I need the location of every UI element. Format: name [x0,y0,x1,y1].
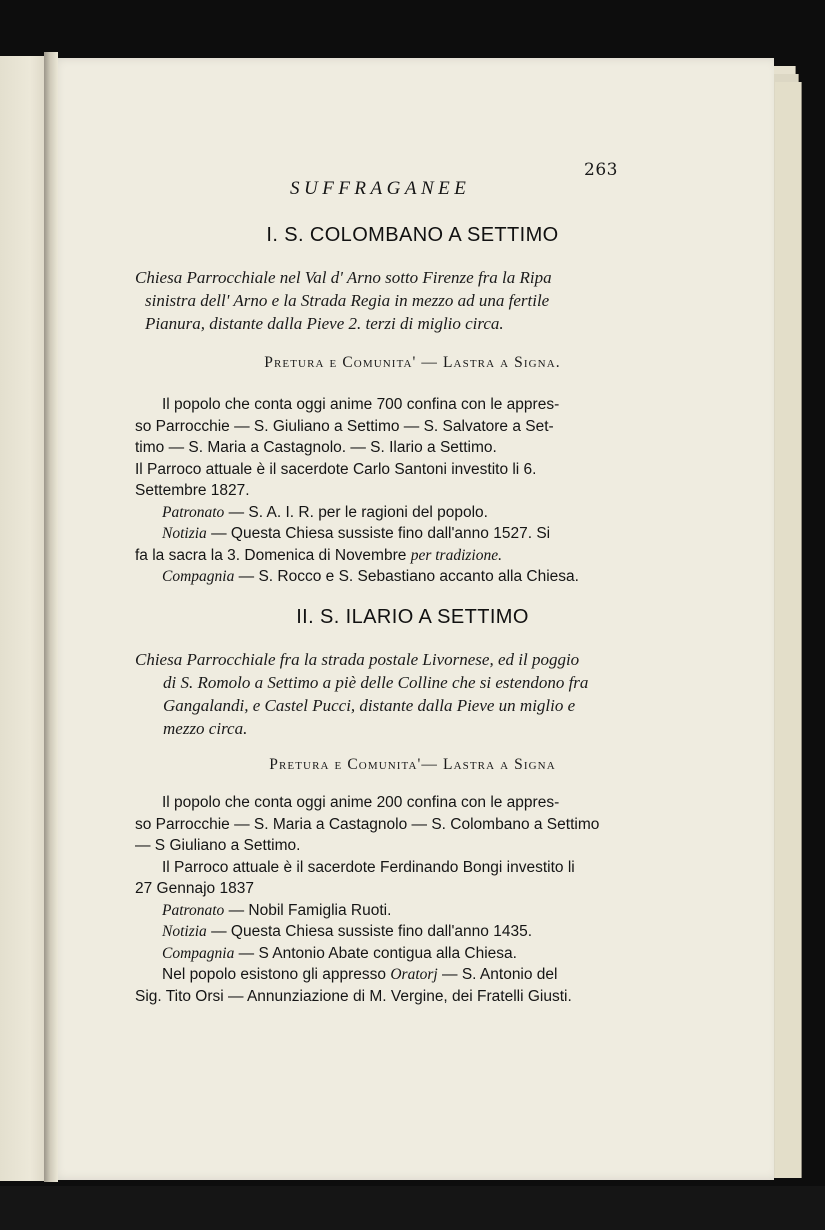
entry-text: — Nobil Famiglia Ruoti. [228,901,392,919]
patronato-line [135,900,635,922]
entry-label: Notizia [162,525,207,542]
body-line: Il Parroco attuale è il sacerdote Carlo Santoni investito li 6. [135,460,537,478]
entry-label: Compagnia [162,568,235,585]
section-body [135,792,635,1007]
entry-label: Patronato [162,901,225,919]
section-description [135,648,640,740]
section-title: I. S. COLOMBANO A SETTIMO [266,224,559,246]
body-line: Il popolo che conta oggi anime 700 confina con le appres- [162,396,560,413]
description-line: Pianura, distante dalla Pieve 2. terzi di miglio circa. [145,314,504,333]
notizia-line [135,523,635,545]
oratori-line [135,964,635,986]
section-description [135,266,640,335]
oratori-line-2: Sig. Tito Orsi — Annunziazione di M. Vergine, dei Fratelli Giusti. [135,987,572,1005]
body-line: so Parrocchie — S. Maria a Castagnolo — S. Colombano a Settimo [135,815,600,833]
body-line: so Parrocchie — S. Giuliano a Settimo — S. Salvatore a Set- [135,417,554,435]
page-number: 263 [584,160,618,180]
entry-italic: Oratorj [390,966,438,983]
description-line: mezzo circa. [163,719,248,738]
entry-text: — Questa Chiesa sussiste fino dall'anno 1527. Si [211,525,551,542]
jurisdiction-line: Pretura e Comunita' — Lastra a Signa. [264,354,561,371]
entry-text: — Questa Chiesa sussiste fino dall'anno 1435. [211,923,533,940]
description-line: Chiesa Parrocchiale fra la strada postale Livornese, ed il poggio [135,650,580,669]
entry-label: Patronato [162,503,225,521]
description-line: di S. Romolo a Settimo a piè delle Colline che si estendono fra [163,673,589,692]
entry-text: — S. Antonio del [437,966,558,983]
body-line: Settembre 1827. [135,482,250,499]
description-line: Gangalandi, e Castel Pucci, distante dalla Pieve un miglio e [163,696,576,715]
body-line: 27 Gennajo 1837 [135,880,254,897]
entry-text: — S. A. I. R. per le ragioni del popolo. [228,503,488,521]
entry-text: — S Antonio Abate contigua alla Chiesa. [238,944,517,962]
running-head: SUFFRAGANEE [290,178,471,199]
entry-label: Compagnia [162,944,235,962]
entry-text: Nel popolo esistono gli appresso [162,966,391,983]
entry-text: — S. Rocco e S. Sebastiano accanto alla Chiesa. [238,568,579,585]
notizia-line [135,921,635,943]
description-line: Chiesa Parrocchiale nel Val d' Arno sotto Firenze fra la Ripa [135,268,552,287]
patronato-line [135,502,635,524]
body-line: Il popolo che conta oggi anime 200 confina con le appres- [162,794,560,811]
compagnia-line [135,566,635,588]
section-body [135,394,635,588]
entry-italic: per tradizione. [410,546,502,564]
entry-text: fa la sacra la 3. Domenica di Novembre [135,546,411,564]
body-line: Il Parroco attuale è il sacerdote Ferdinando Bongi investito li [162,858,575,876]
entry-label: Notizia [162,923,207,940]
body-line: — S Giuliano a Settimo. [135,837,301,854]
description-line: sinistra dell' Arno e la Strada Regia in mezzo ad una fertile [145,291,550,310]
compagnia-line [135,943,635,965]
section-title: II. S. ILARIO A SETTIMO [296,606,529,628]
body-line: timo — S. Maria a Castagnolo. — S. Ilario a Settimo. [135,439,497,456]
notizia-line-2 [135,545,635,567]
background [0,1186,825,1230]
jurisdiction-line: Pretura e Comunita'— Lastra a Signa [269,756,556,773]
